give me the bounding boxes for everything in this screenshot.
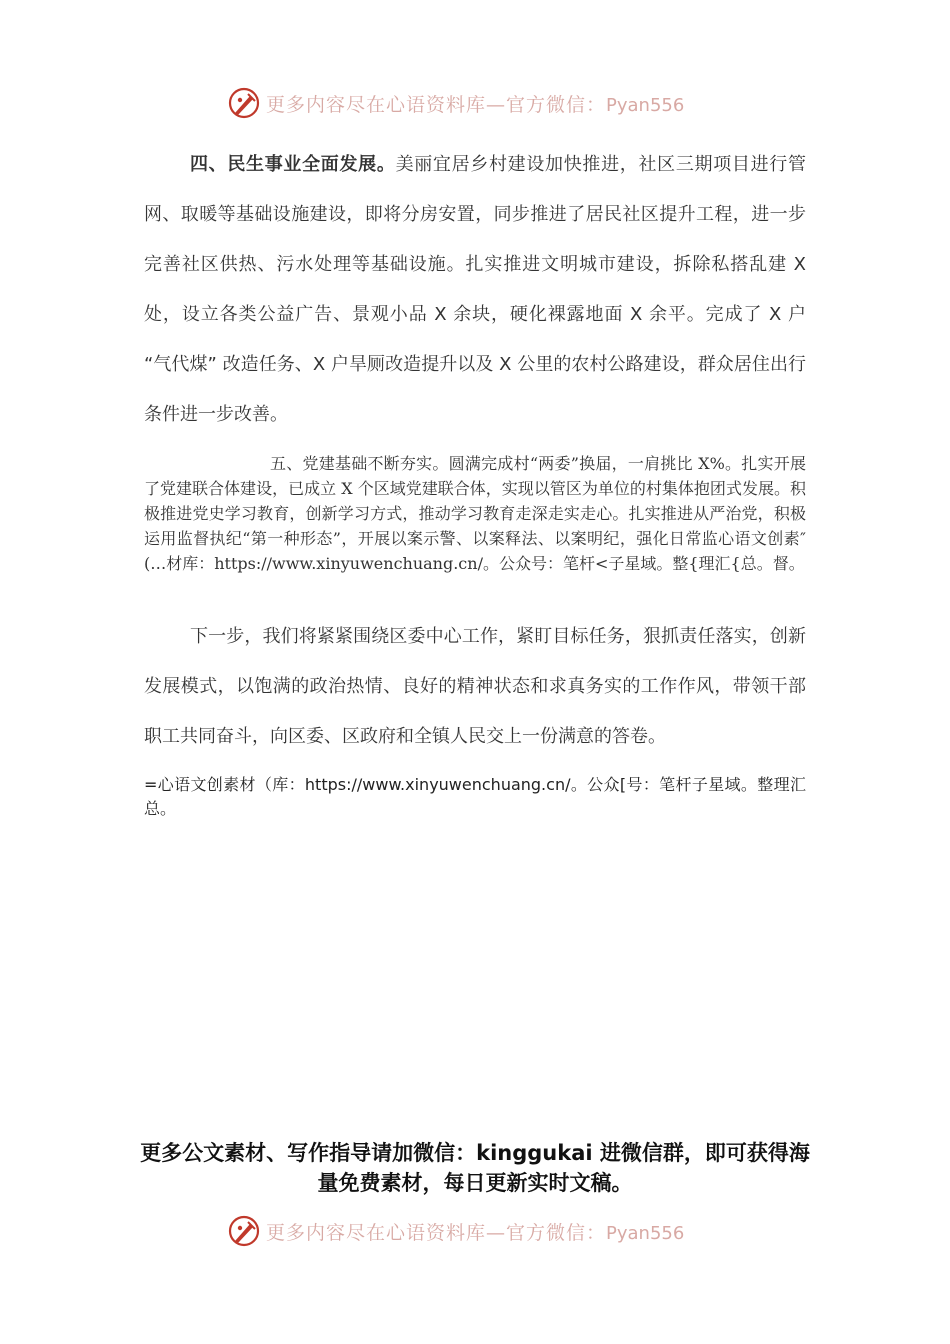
header-banner-contact: Pyan556 <box>606 94 685 116</box>
footer-banner-contact: Pyan556 <box>606 1222 685 1244</box>
header-banner-text: 更多内容尽在心语资料库—官方微信：Pyan556 <box>266 93 685 116</box>
paragraph-source-note: =心语文创素材（库：https://www.xinyuwenchuang.cn/。公众[号：笔杆子星域。整理汇总。 <box>144 775 806 818</box>
paragraph-party-building: 五、党建基础不断夯实。圆满完成村“两委”换届，一肩挑比 X%。扎实开展了党建联合体建设，已成立 X 个区域党建联合体，实现以管区为单位的村集体抱团式发展。积极推进党史学习教育，创新学习方式，推动学习教育走深走实走心。扎实推进从严治党，积极运用监督执纪“第一种形态”，开展以案示警、以案释法、以案明纪，强化日常监心语文创素″(…材库：https://www.xinyuwenchuang.cn/。公众号：笔杆<子星域。整{理汇{总。督。 <box>144 454 806 573</box>
footer-banner-text: 更多内容尽在心语资料库—官方微信：Pyan556 <box>266 1221 685 1244</box>
paragraph-livelihood-body: 美丽宜居乡村建设加快推进，社区三期项目进行管网、取暖等基础设施建设，即将分房安置，同步推进了居民社区提升工程，进一步完善社区供热、污水处理等基础设施。扎实推进文明城市建设，拆除私搭乱建 X 处，设立各类公益广告、景观小品 X 余块，硬化裸露地面 X 余平。完成了 X 户 “气代煤” 改造任务、X 户旱厕改造提升以及 X 公里的农村公路建设，群众居住出行条件进一步改善。 <box>144 154 806 425</box>
pen-logo-icon <box>228 87 260 119</box>
paragraph-livelihood <box>144 140 806 440</box>
header-banner <box>228 83 748 123</box>
footer-banner <box>228 1211 748 1251</box>
paragraph-next-step: 下一步，我们将紧紧围绕区委中心工作，紧盯目标任务，狠抓责任落实，创新发展模式，以饱满的政治热情、良好的精神状态和求真务实的工作作风，带领干部职工共同奋斗，向区委、区政府和全镇人民交上一份满意的答卷。 <box>144 626 806 747</box>
paragraph-livelihood-lead: 四、民生事业全面发展。 <box>190 154 396 175</box>
promo-text: 更多公文素材、写作指导请加微信：kinggukai 进微信群，即可获得海量免费素材，每日更新实时文稿。 <box>140 1141 810 1195</box>
pen-logo-icon <box>228 1215 260 1247</box>
